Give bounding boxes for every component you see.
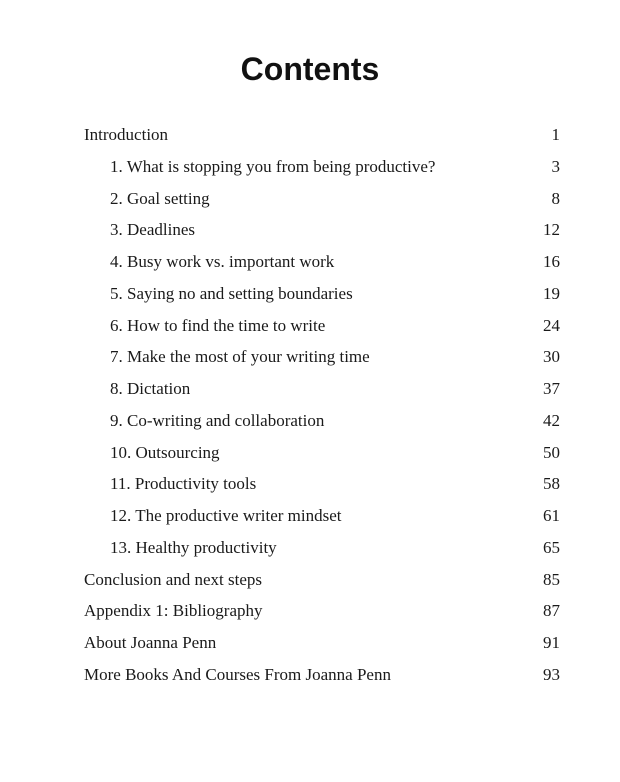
toc-entry-more-books[interactable] <box>84 659 560 691</box>
toc-entry-page: 42 <box>543 410 560 430</box>
toc-entry-page: 65 <box>543 537 560 557</box>
toc-entry-page: 50 <box>543 442 560 462</box>
toc-entry-label: About Joanna Penn <box>84 633 217 652</box>
toc-entry-label: 6. How to find the time to write <box>110 315 326 335</box>
toc-entry-page: 30 <box>543 347 560 367</box>
toc-entry-label: Introduction <box>84 125 169 144</box>
toc-entry-label: 13. Healthy productivity <box>110 537 277 557</box>
toc-entry-chapter-6[interactable] <box>84 310 560 342</box>
toc-entry-chapter-4[interactable] <box>84 246 560 278</box>
toc-entry-about-author[interactable] <box>84 627 560 659</box>
toc-entry-chapter-13[interactable] <box>84 532 560 564</box>
toc-entry-page: 58 <box>543 474 560 494</box>
toc-entry-page: 16 <box>543 252 560 271</box>
toc-entry-page: 12 <box>543 220 560 240</box>
toc-entry-page: 37 <box>543 379 560 398</box>
toc-entry-page: 1 <box>551 125 560 144</box>
table-of-contents <box>84 119 560 691</box>
toc-entry-chapter-11[interactable] <box>84 468 560 500</box>
toc-entry-chapter-1[interactable] <box>84 151 560 183</box>
toc-entry-page: 3 <box>551 156 560 176</box>
toc-entry-label: 1. What is stopping you from being productive? <box>110 156 436 176</box>
toc-entry-chapter-12[interactable] <box>84 500 560 532</box>
toc-entry-appendix-bibliography[interactable] <box>84 595 560 627</box>
toc-entry-page: 61 <box>543 506 560 525</box>
toc-entry-label: More Books And Courses From Joanna Penn <box>84 664 391 684</box>
toc-entry-page: 24 <box>543 315 560 335</box>
toc-entry-chapter-2[interactable] <box>84 183 560 215</box>
toc-entry-label: 2. Goal setting <box>110 188 210 208</box>
toc-entry-chapter-10[interactable] <box>84 437 560 469</box>
toc-entry-page: 93 <box>543 664 560 684</box>
toc-entry-label: 3. Deadlines <box>110 220 195 240</box>
toc-entry-conclusion[interactable] <box>84 564 560 596</box>
toc-entry-chapter-9[interactable] <box>84 405 560 437</box>
toc-entry-label: 12. The productive writer mindset <box>110 506 342 525</box>
toc-entry-page: 91 <box>543 633 560 652</box>
toc-entry-label: 4. Busy work vs. important work <box>110 252 335 271</box>
toc-entry-chapter-8[interactable] <box>84 373 560 405</box>
toc-entry-chapter-7[interactable] <box>84 341 560 373</box>
toc-entry-label: Conclusion and next steps <box>84 569 263 589</box>
toc-entry-chapter-3[interactable] <box>84 214 560 246</box>
toc-entry-page: 87 <box>543 601 560 621</box>
toc-entry-page: 8 <box>551 188 560 208</box>
page-title: Contents <box>240 51 380 87</box>
toc-entry-label: 10. Outsourcing <box>110 442 220 462</box>
toc-entry-page: 19 <box>543 283 560 303</box>
toc-entry-label: 9. Co-writing and collaboration <box>110 410 325 430</box>
toc-entry-label: 11. Productivity tools <box>110 474 257 494</box>
toc-entry-introduction[interactable] <box>84 119 560 151</box>
toc-entry-page: 85 <box>543 569 560 589</box>
toc-entry-label: 5. Saying no and setting boundaries <box>110 283 353 303</box>
toc-entry-label: 7. Make the most of your writing time <box>110 347 370 367</box>
toc-entry-label: Appendix 1: Bibliography <box>84 601 263 621</box>
toc-entry-chapter-5[interactable] <box>84 278 560 310</box>
toc-entry-label: 8. Dictation <box>110 379 191 398</box>
